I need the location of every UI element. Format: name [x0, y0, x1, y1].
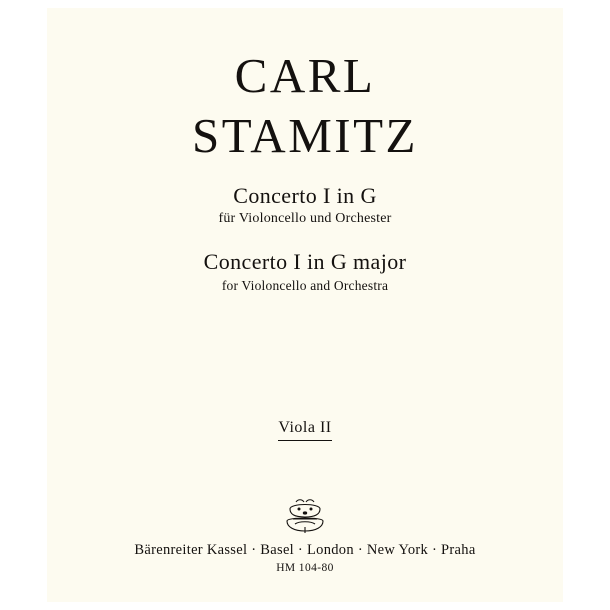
- baerenreiter-bear-logo-icon: [47, 497, 563, 537]
- title-german: Concerto I in G: [233, 183, 377, 208]
- composer-first-name: CARL: [234, 48, 376, 103]
- part-designation: [47, 419, 563, 441]
- subtitle-german: für Violoncello und Orchester: [218, 211, 392, 226]
- part-label: Viola II: [278, 419, 331, 441]
- composer-name: [47, 46, 563, 166]
- composer-last-name: STAMITZ: [192, 107, 418, 163]
- publisher-line: Bärenreiter Kassel · Basel · London · New York · Praha: [134, 542, 476, 558]
- title-english: Concerto I in G major: [203, 249, 407, 274]
- subtitle-english: for Violoncello and Orchestra: [221, 278, 389, 293]
- plate-number: HM 104-80: [276, 562, 334, 574]
- cover-sheet: [47, 8, 563, 602]
